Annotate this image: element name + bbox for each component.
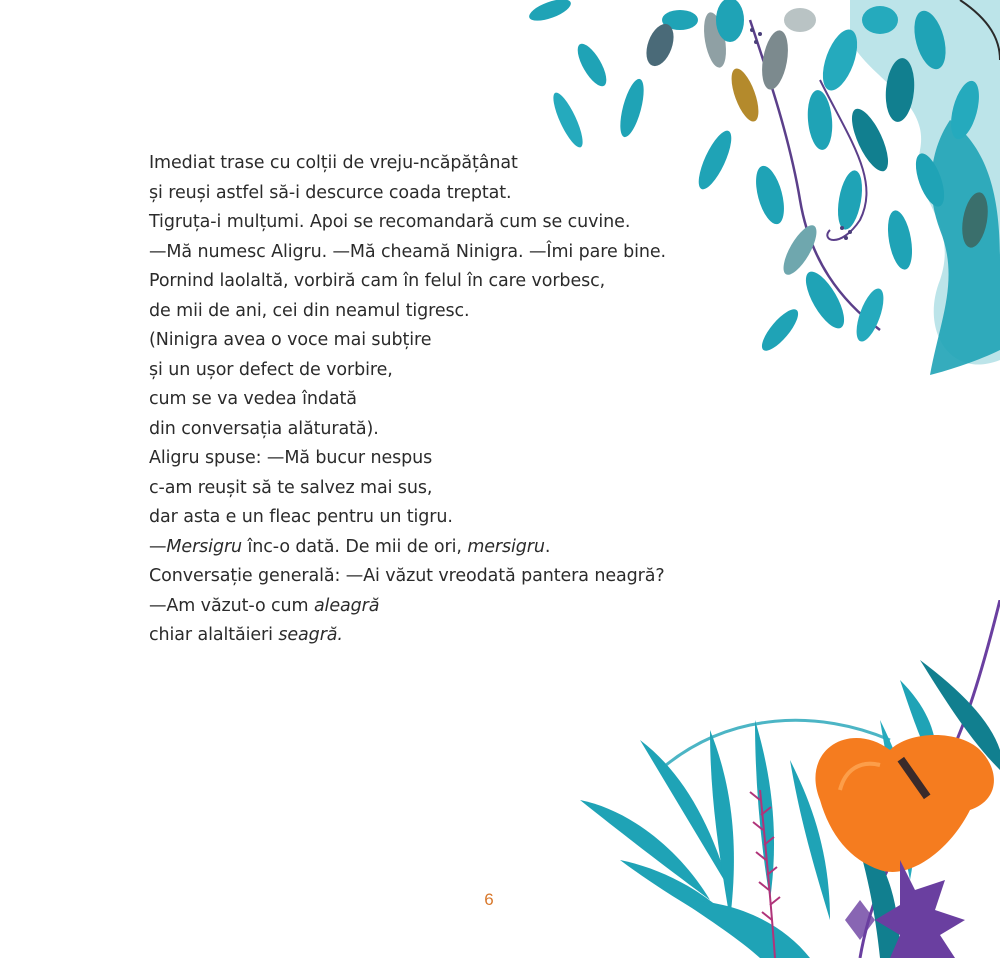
poem-segment: .: [544, 536, 551, 557]
poem-italic-word: seagră.: [278, 625, 343, 645]
poem-italic-word: aleagră: [313, 595, 380, 616]
poem-line: [149, 474, 709, 504]
poem-segment: înc-o dată. De mii de ori,: [242, 536, 468, 557]
poem-line: [149, 415, 709, 445]
poem-segment: —Mă numesc Aligru. —Mă cheamă Ninigra. —Îmi pare bine.: [149, 241, 666, 262]
poem-line: [149, 356, 709, 386]
poem-segment: Pornind laolaltă, vorbiră cam în felul în care vorbesc,: [149, 271, 606, 291]
poem-line: [149, 621, 709, 651]
foliage-illustration-bottom: [560, 600, 1000, 958]
poem-line: [149, 592, 709, 622]
poem-segment: dar asta e un fleac pentru un tigru.: [149, 507, 453, 527]
poem-line: [149, 179, 709, 209]
poem-segment: cum se va vedea îndată: [149, 389, 357, 409]
leaf: [845, 104, 895, 176]
poem-line: [149, 149, 709, 179]
poem-segment: Aligru spuse: —Mă bucur nespus: [149, 448, 433, 468]
poem-segment: Conversație generală: —Ai văzut vreodată pantera neagră?: [149, 566, 665, 586]
poem-line: [149, 503, 709, 533]
poem-text: [149, 149, 709, 651]
poem-segment: din conversația alăturată).: [149, 418, 379, 439]
poem-segment: chiar alaltăieri: [149, 625, 279, 645]
poem-italic-word: Mersigru: [166, 536, 243, 557]
leaf: [548, 89, 588, 150]
orange-fruit: [815, 735, 993, 872]
leaf: [756, 304, 803, 355]
poem-line: [149, 385, 709, 415]
poem-line: [149, 444, 709, 474]
leaf: [616, 77, 649, 140]
leaf: [751, 163, 790, 227]
poem-segment: —: [149, 536, 167, 557]
poem-line: [149, 297, 709, 327]
leaf: [758, 28, 792, 91]
leaf: [851, 285, 889, 344]
poem-line: [149, 326, 709, 356]
poem-segment: Imediat trase cu colții de vreju-ncăpățânat: [149, 153, 518, 173]
poem-line: [149, 238, 709, 268]
poem-segment: (Ninigra avea o voce mai subțire: [149, 330, 432, 350]
leaf: [716, 0, 744, 42]
leaf: [527, 0, 574, 25]
leaf: [726, 65, 764, 124]
poem-segment: Tigruța-i mulțumi. Apoi se recomandară cum se cuvine.: [149, 212, 631, 232]
page-number: 6: [484, 890, 494, 909]
poem-line: [149, 562, 709, 592]
poem-line: [149, 208, 709, 238]
leaf: [862, 6, 898, 34]
leaf: [799, 266, 852, 333]
poem-line: [149, 267, 709, 297]
leaf: [884, 209, 916, 272]
leaf: [572, 40, 612, 91]
poem-italic-word: mersigru: [467, 536, 545, 557]
poem-segment: de mii de ani, cei din neamul tigresc.: [149, 300, 470, 321]
leaf: [834, 169, 866, 232]
poem-segment: c-am reușit să te salvez mai sus,: [149, 477, 433, 498]
poem-segment: —Am văzut-o cum: [149, 595, 314, 616]
leaf: [784, 8, 816, 32]
poem-segment: și un ușor defect de vorbire,: [149, 359, 393, 380]
poem-segment: și reuși astfel să-i descurce coada treptat.: [149, 182, 512, 203]
poem-line: [149, 533, 709, 563]
